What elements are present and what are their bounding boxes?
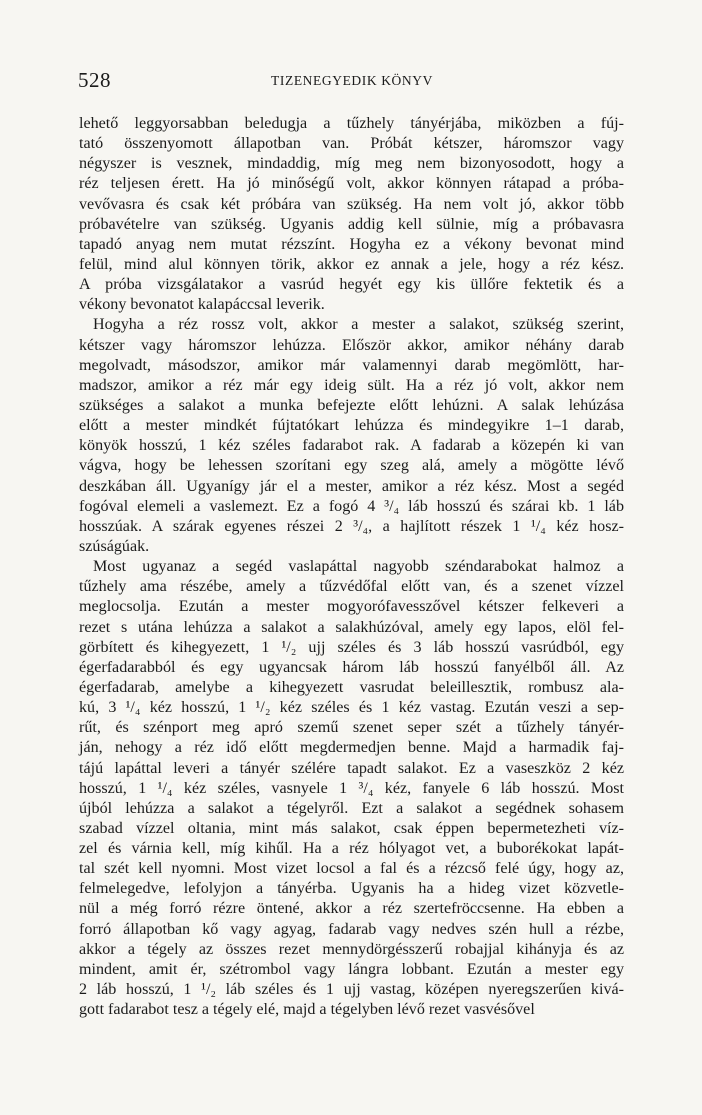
text-line: felmelegedve, lefolyjon a tányérba. Ugyanis ha a hideg vizet közvetle- (79, 880, 624, 898)
text-line: tapadó anyag nem mutat rézszínt. Hogyha ez a vékony bevonat mind (79, 235, 624, 253)
text-line: rezet s utána lehúzza a salakot a salakhúzóval, amely egy lapos, elöl fel- (79, 618, 624, 636)
text-line: vékony bevonatot kalapáccsal leverik. (79, 296, 325, 314)
text-line: próbavételre van szükség. Ugyanis addig kell sülnie, míg a próbavasra (79, 215, 624, 233)
text-line: rűt, és szénport meg apró szemű szenet seper szét a tűzhely tányér- (79, 719, 624, 737)
text-line: mindent, amit ér, szétrombol vagy lángra lobbant. Ezután a mester egy (79, 960, 624, 978)
text-line: Most ugyanaz a segéd vaslapáttal nagyobb széndarabokat halmoz a (93, 558, 624, 576)
text-line: forró állapotban kő vagy agyag, fadarab vagy nedves szén hull a rézbe, (79, 920, 624, 938)
body-text (79, 114, 624, 1020)
text-line: Hogyha a réz rossz volt, akkor a mester a salakot, szükség szerint, (93, 316, 624, 334)
text-line: vevővasra és csak két próbára van szükség. Ha nem volt jó, akkor több (79, 195, 624, 213)
text-line: zel és várnia kell, míg kihűl. Ha a réz hólyagot vet, a buborékokat lapát- (79, 840, 624, 858)
text-line: égerfadarabból és egy ugyancsak három láb hosszú fanyélből áll. Az (79, 658, 624, 676)
text-line: fogóval elemeli a vaslemezt. Ez a fogó 4 ³/₄ láb hosszú és szárai kb. 1 láb (79, 497, 624, 515)
text-line: szúságúak. (79, 537, 150, 555)
text-line: újból lehúzza a salakot a tégelyről. Ezt a salakot a segédnek sohasem (79, 799, 624, 817)
page-number: 528 (78, 68, 111, 92)
paragraph (79, 557, 624, 1020)
text-line: kú, 3 ¹/₄ kéz hosszú, 1 ¹/₂ kéz széles és 1 kéz vastag. Ezután veszi a sep- (79, 699, 624, 717)
text-line: égerfadarab, amelybe a kihegyezett vasrudat beleillesztik, rombusz ala- (79, 678, 624, 696)
text-line: lehető leggyorsabban beledugja a tűzhely tányérjába, miközben a fúj- (79, 115, 624, 132)
text-line: tal szét kell nyomni. Most vizet locsol a fal és a rézcső felé úgy, hogy az, (79, 860, 624, 878)
text-line: nül a még forró rézre öntené, akkor a réz szertefröccsenne. Ha ebben a (79, 900, 624, 918)
text-line: előtt a mester mindkét fújtatókart lehúzza és mindegyikre 1–1 darab, (79, 417, 624, 435)
text-line: vágva, hogy be lehessen szorítani egy szeg alá, amely a mögötte lévő (79, 457, 624, 475)
paragraph (79, 114, 624, 315)
paragraph (79, 315, 624, 557)
text-line: könyök hosszú, 1 kéz széles fadarabot rak. A fadarab a közepén ki van (79, 437, 624, 455)
text-line: kétszer vagy háromszor lehúzza. Először akkor, amikor néhány darab (79, 336, 624, 354)
text-line: 2 láb hosszú, 1 ¹/₂ láb széles és 1 ujj vastag, középen nyeregszerűen kivá- (79, 981, 624, 999)
text-line: réz teljesen érett. Ha jó minőségű volt, akkor könnyen rátapad a próba- (79, 175, 624, 193)
text-line: meglocsolja. Ezután a mester mogyorófavesszővel kétszer felkeveri a (79, 598, 624, 616)
text-line: megolvadt, másodszor, amikor már valamennyi darab megömlött, har- (79, 356, 624, 374)
page-header (78, 68, 626, 92)
text-line: görbített és kihegyezett, 1 ¹/₂ ujj széles és 3 láb hosszú vasrúdból, egy (79, 638, 624, 656)
text-line: szabad vízzel oltania, mint más salakot, csak éppen bepermetezheti víz- (79, 819, 624, 837)
text-line: tató összenyomott állapotban van. Próbát kétszer, háromszor vagy (79, 135, 624, 153)
text-line: szükséges a salakot a munka befejezte előtt lehúzni. A salak lehúzása (79, 396, 624, 414)
text-line: gott fadarabot tesz a tégely elé, majd a tégelyben lévő rezet vasvésővel (79, 1001, 535, 1019)
text-line: A próba vizsgálatakor a vasrúd hegyét egy kis üllőre fektetik és a (79, 276, 624, 294)
text-line: madszor, amikor a réz már egy ideig sült. Ha a réz jó volt, akkor nem (79, 376, 624, 394)
text-line: négyszer is vesznek, mindaddig, míg meg nem bizonyosodott, hogy a (79, 155, 624, 173)
running-head: TIZENEGYEDIK KÖNYV (271, 73, 433, 88)
text-line: deszkában áll. Ugyanígy jár el a mester, amikor a réz kész. Most a segéd (79, 477, 624, 495)
text-line: felül, mind alul könnyen törik, akkor ez annak a jele, hogy a réz kész. (79, 255, 624, 273)
text-line: ján, nehogy a réz idő előtt megdermedjen benne. Majd a harmadik faj- (79, 739, 624, 757)
text-line: hosszúak. A szárak egyenes részei 2 ³/₄, a hajlított részek 1 ¹/₄ kéz hosz- (79, 517, 624, 535)
text-line: hosszú, 1 ¹/₄ kéz széles, vasnyele 1 ³/₄ kéz, fanyele 6 láb hosszú. Most (79, 779, 624, 797)
text-line: tűzhely ama részébe, amely a tűzvédőfal előtt van, és a szenet vízzel (79, 578, 624, 596)
text-line: akkor a tégely az összes rezet mennydörgésszerű robajjal kihányja és az (79, 940, 624, 958)
text-line: tájú lapáttal leveri a tányér szélére tapadt salakot. Ez a vaseszköz 2 kéz (79, 759, 624, 777)
